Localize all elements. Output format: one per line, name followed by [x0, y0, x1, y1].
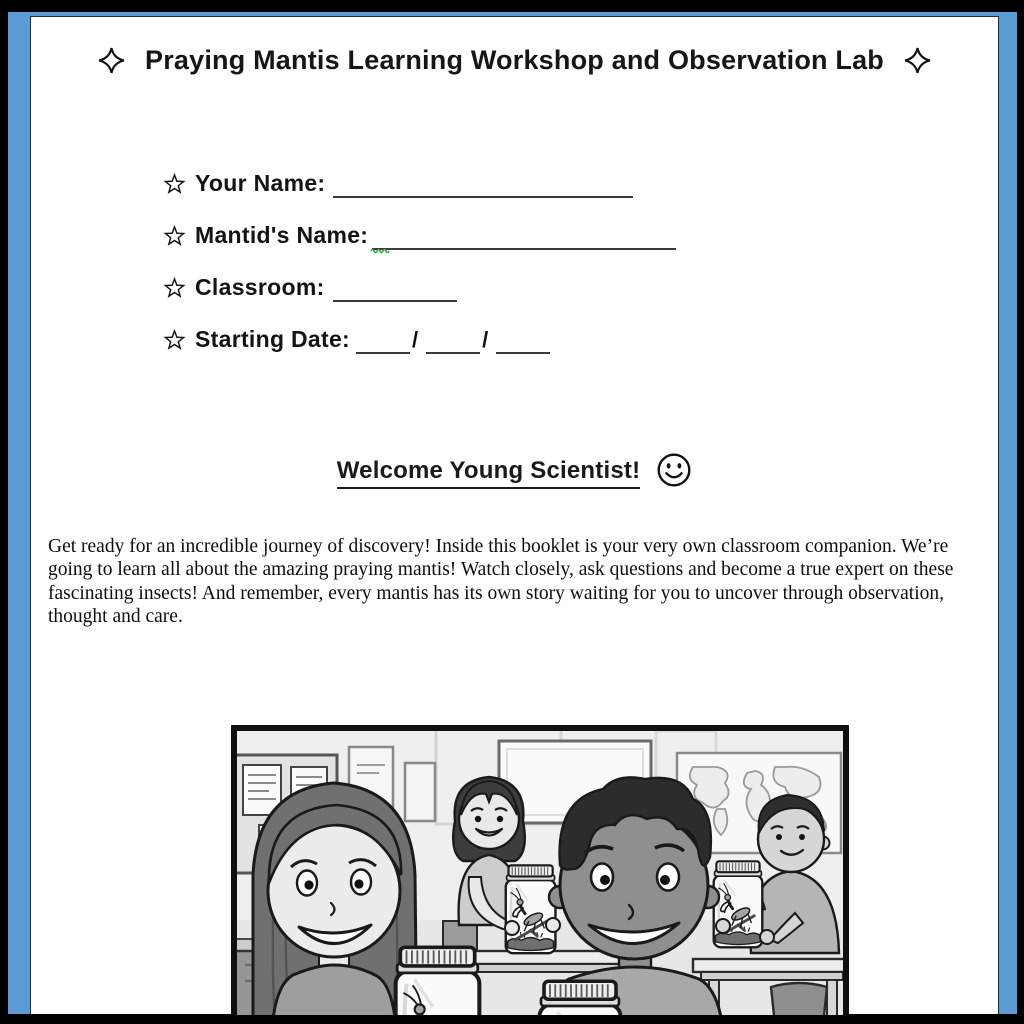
date-month-blank[interactable] — [426, 327, 480, 354]
date-day-blank[interactable] — [356, 327, 410, 354]
form-field-mantids-name — [163, 219, 676, 250]
date-year-blank[interactable] — [496, 327, 550, 354]
mantids-name-label: Mantid's Name: — [195, 222, 369, 248]
classroom-illustration-svg — [231, 725, 849, 1015]
welcome-heading-row — [31, 457, 998, 489]
star-bullet-icon — [163, 173, 186, 196]
smiley-face-icon — [656, 452, 692, 488]
welcome-heading: Welcome Young Scientist! — [337, 457, 641, 489]
star-bullet-icon — [163, 277, 186, 300]
form-field-starting-date — [163, 323, 676, 354]
star-bullet-icon — [163, 225, 186, 248]
starting-date-label: Starting Date: — [195, 326, 350, 352]
classroom-blank[interactable] — [333, 275, 457, 302]
classroom-illustration — [231, 725, 849, 1015]
spellcheck-squiggle-icon — [370, 247, 392, 254]
date-separator: / — [482, 327, 489, 352]
student-info-form — [163, 167, 676, 375]
worksheet-page — [30, 16, 999, 1014]
page-title: Praying Mantis Learning Workshop and Observation Lab — [144, 45, 885, 75]
mantids-name-blank[interactable] — [372, 223, 676, 250]
sparkle-icon — [904, 47, 931, 74]
your-name-blank[interactable] — [333, 171, 633, 198]
classroom-label: Classroom: — [195, 274, 325, 300]
form-field-your-name — [163, 167, 676, 198]
your-name-label: Your Name: — [195, 170, 326, 196]
page-title-row — [31, 45, 998, 76]
intro-paragraph: Get ready for an incredible journey of discovery! Inside this booklet is your very own classroom companion. We’re going to learn all about the amazing praying mantis! Watch closely, ask questions and become a true expert on these fascinating insects! And remember, every mantis has its own story waiting for you to uncover through observation, thought and care. — [48, 535, 954, 627]
date-separator: / — [412, 327, 419, 352]
sparkle-icon — [98, 47, 125, 74]
star-bullet-icon — [163, 329, 186, 352]
form-field-classroom — [163, 271, 676, 302]
